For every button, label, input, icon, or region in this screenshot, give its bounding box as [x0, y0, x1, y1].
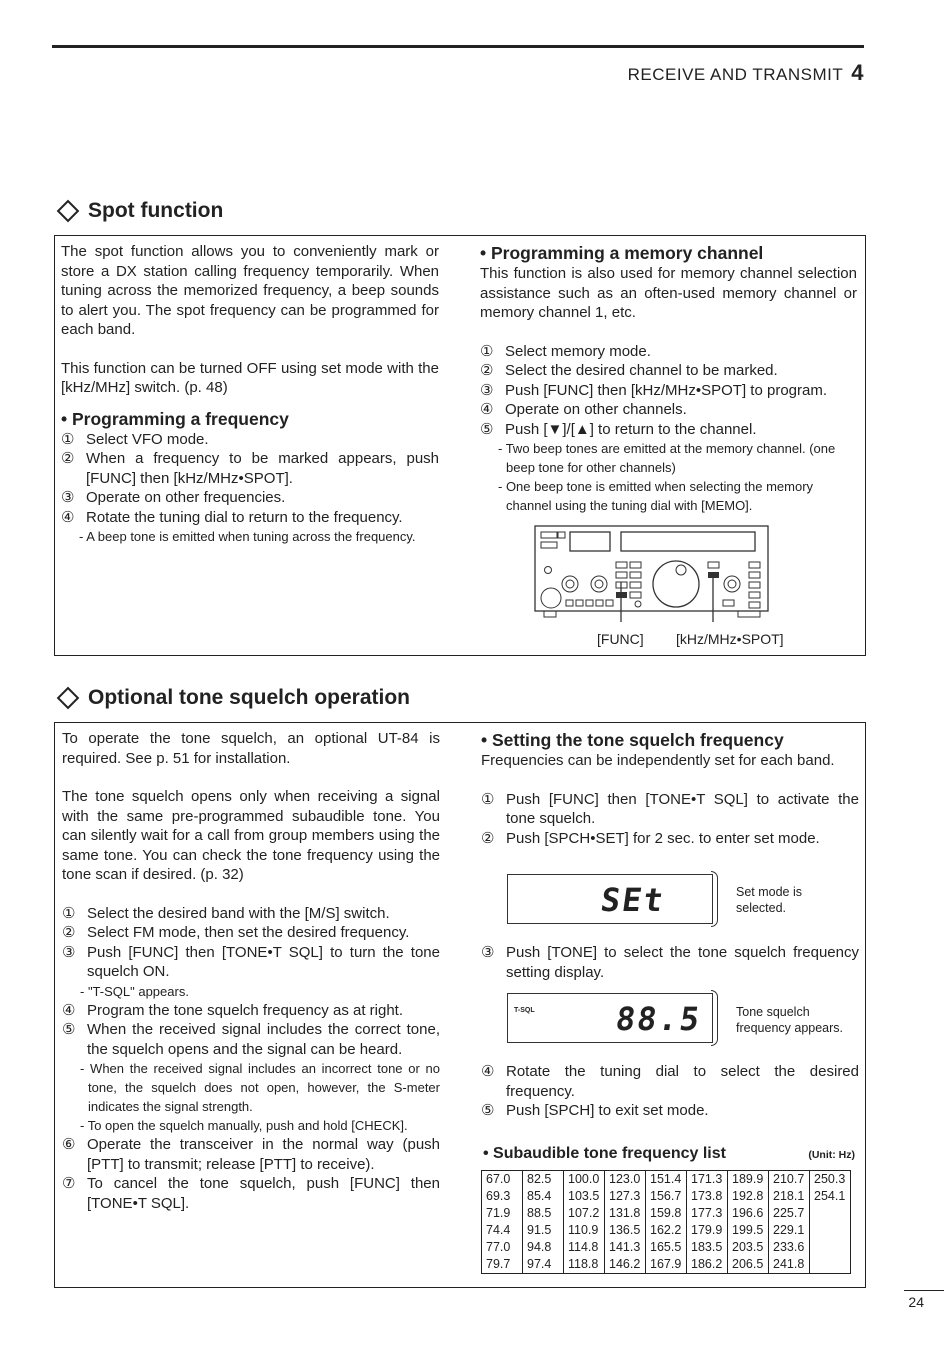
tone-section-title: Optional tone squelch operation — [56, 686, 410, 710]
tone-cell: 162.2 — [646, 1222, 687, 1239]
table-row — [482, 1256, 851, 1274]
tone-cell: 82.5 — [523, 1171, 564, 1189]
step-item: ④ Rotate the tuning dial to select the desired frequency. — [481, 1063, 859, 1100]
frequency-steps — [61, 430, 439, 528]
tone-cell: 218.1 — [769, 1188, 810, 1205]
tone-cell: 210.7 — [769, 1171, 810, 1189]
tone-cell: 233.6 — [769, 1239, 810, 1256]
programming-memory-heading: • Programming a memory channel — [480, 243, 764, 263]
tone-cell: 103.5 — [564, 1188, 605, 1205]
step-item: ① Push [FUNC] then [TONE•T SQL] to activate the tone squelch. — [481, 790, 859, 827]
step-item: ④ Program the tone squelch frequency as at right. — [62, 1001, 404, 1019]
step-item: ② Push [SPCH•SET] for 2 sec. to enter set mode. — [481, 829, 820, 847]
tone-cell: 123.0 — [605, 1171, 646, 1189]
step-item: ② Select FM mode, then set the desired frequency. — [62, 924, 410, 941]
table-row — [482, 1239, 851, 1256]
setting-steps-b-wrap — [481, 1062, 859, 1121]
programming-frequency-heading: • Programming a frequency — [61, 408, 289, 429]
chapter-title: RECEIVE AND TRANSMIT — [627, 65, 844, 84]
tone-cell: 196.6 — [728, 1205, 769, 1222]
table-row — [482, 1188, 851, 1205]
tone-cell: 225.7 — [769, 1205, 810, 1222]
tone-cell — [810, 1205, 851, 1222]
tone-list-heading: • Subaudible tone frequency list — [483, 1145, 726, 1162]
tone-cell: 167.9 — [646, 1256, 687, 1274]
tone-cell: 74.4 — [482, 1222, 523, 1239]
step-item: ④ Operate on other channels. — [480, 401, 687, 418]
tone-cell: 156.7 — [646, 1188, 687, 1205]
tone-cell: 85.4 — [523, 1188, 564, 1205]
spot-intro: The spot function allows you to conveniently mark or store a DX station calling frequency temporarily. When tuning across the memorized frequency, a beep sounds to alert you. The spot frequency can be programmed for each band. — [61, 243, 439, 338]
lcd-set-text: SEt — [598, 881, 668, 919]
tone-cell: 79.7 — [482, 1256, 523, 1274]
step-item: ③ Push [FUNC] then [TONE•T SQL] to turn the tone squelch ON. — [62, 943, 440, 980]
tone-frequency-table — [481, 1170, 851, 1274]
tone-cell: 173.8 — [687, 1188, 728, 1205]
step-item: ① Select memory mode. — [480, 342, 651, 360]
tone-cell: 171.3 — [687, 1171, 728, 1189]
tone-cell: 146.2 — [605, 1256, 646, 1274]
tone-cell: 241.8 — [769, 1256, 810, 1274]
table-row — [482, 1205, 851, 1222]
step-item: ④ Rotate the tuning dial to return to the frequency. — [61, 508, 403, 526]
front-panel-illustration — [530, 522, 775, 624]
manual-open-note: - To open the squelch manually, push and hold [CHECK]. — [80, 1118, 408, 1133]
setting-intro: Frequencies can be independently set for each band. — [481, 752, 835, 769]
tone-cell: 118.8 — [564, 1256, 605, 1274]
tone-left-column — [62, 729, 440, 1213]
tone-cell — [810, 1239, 851, 1256]
tone-cell: 206.5 — [728, 1256, 769, 1274]
step-item: ③ Push [FUNC] then [kHz/MHz•SPOT] to program. — [480, 381, 828, 399]
tone-cell: 192.8 — [728, 1188, 769, 1205]
setting-tone-heading: • Setting the tone squelch frequency — [481, 730, 784, 750]
lcd-frequency-caption: Tone squelch frequency appears. — [736, 1005, 844, 1035]
tone-cell: 91.5 — [523, 1222, 564, 1239]
tone-cell: 159.8 — [646, 1205, 687, 1222]
tsql-indicator: T-SQL — [514, 1007, 535, 1014]
tone-cell: 107.2 — [564, 1205, 605, 1222]
tone-steps-b — [62, 1001, 440, 1060]
tone-cell: 165.5 — [646, 1239, 687, 1256]
spot-right-column — [480, 242, 857, 515]
page-number: 24 — [908, 1294, 924, 1310]
table-row — [482, 1222, 851, 1239]
tone-cell: 189.9 — [728, 1171, 769, 1189]
step-item: ② Select the desired channel to be marked. — [480, 362, 778, 379]
incorrect-tone-note: - When the received signal includes an incorrect tone or no tone, the squelch does not open, however, the S-meter indicates the signal strength. — [80, 1061, 440, 1114]
tone-cell: 77.0 — [482, 1239, 523, 1256]
tone-cell: 250.3 — [810, 1171, 851, 1189]
tone-cell: 100.0 — [564, 1171, 605, 1189]
tone-cell: 131.8 — [605, 1205, 646, 1222]
step-item: ⑤ Push [▼]/[▲] to return to the channel. — [480, 420, 757, 438]
tone-cell: 186.2 — [687, 1256, 728, 1274]
tone-cell: 179.9 — [687, 1222, 728, 1239]
tone-cell: 151.4 — [646, 1171, 687, 1189]
tone-cell: 183.5 — [687, 1239, 728, 1256]
step-item: ② When a frequency to be marked appears, push [FUNC] then [kHz/MHz•SPOT]. — [61, 450, 439, 487]
tone-cell: 114.8 — [564, 1239, 605, 1256]
tone-cell: 177.3 — [687, 1205, 728, 1222]
tone-list-header — [483, 1144, 855, 1166]
tone-intro-1: To operate the tone squelch, an optional UT-84 is required. See p. 51 for installation. — [62, 730, 440, 767]
top-rule — [52, 45, 864, 48]
tone-cell — [810, 1256, 851, 1274]
tone-steps-c — [62, 1135, 440, 1213]
memory-note-1: - Two beep tones are emitted at the memory channel. (one beep tone for other channels) — [498, 441, 836, 475]
tone-steps-a — [62, 904, 440, 982]
tone-cell: 71.9 — [482, 1205, 523, 1222]
tone-cell: 67.0 — [482, 1171, 523, 1189]
step-item: ① Select the desired band with the [M/S] switch. — [62, 904, 390, 922]
tone-cell: 229.1 — [769, 1222, 810, 1239]
lcd-tone-frequency — [507, 993, 713, 1043]
tone-cell — [810, 1222, 851, 1239]
tone-cell: 203.5 — [728, 1239, 769, 1256]
spot-section-title: Spot function — [56, 199, 223, 223]
diamond-icon — [57, 200, 80, 223]
spot-left-column — [61, 242, 439, 546]
tone-cell: 88.5 — [523, 1205, 564, 1222]
tone-list-unit: (Unit: Hz) — [808, 1149, 855, 1161]
tone-cell: 136.5 — [605, 1222, 646, 1239]
step-item: ⑥ Operate the transceiver in the normal way (push [PTT] to transmit; release [PTT] to receive). — [62, 1136, 440, 1173]
tsql-note: - "T-SQL" appears. — [80, 983, 189, 999]
tone-cell: 69.3 — [482, 1188, 523, 1205]
memory-steps — [480, 342, 857, 440]
setting-steps-a — [481, 790, 859, 849]
lcd-set-caption: Set mode is selected. — [736, 885, 803, 915]
tone-cell: 97.4 — [523, 1256, 564, 1274]
tone-right-column — [481, 729, 859, 848]
memory-intro: This function is also used for memory channel selection assistance such as an often-used memory channel or memory channel 1, etc. — [480, 265, 857, 321]
tone-cell: 94.8 — [523, 1239, 564, 1256]
table-row — [482, 1171, 851, 1189]
step-item: ① Select VFO mode. — [61, 430, 209, 448]
tone-cell: 127.3 — [605, 1188, 646, 1205]
step-item: ⑤ Push [SPCH] to exit set mode. — [481, 1102, 709, 1119]
tone-cell: 199.5 — [728, 1222, 769, 1239]
step-item: ⑦ To cancel the tone squelch, push [FUNC] then [TONE•T SQL]. — [62, 1175, 440, 1212]
memory-note-2: - One beep tone is emitted when selecting the memory channel using the tuning dial with [MEMO]. — [498, 479, 814, 513]
page-rule — [904, 1290, 944, 1291]
chapter-header — [628, 60, 864, 86]
frequency-note: - A beep tone is emitted when tuning across the frequency. — [79, 529, 416, 544]
spot-key-label: [kHz/MHz•SPOT] — [676, 631, 784, 647]
lcd-set-mode — [507, 874, 713, 924]
chapter-number: 4 — [851, 60, 864, 85]
lcd-frequency-text: 88.5 — [613, 1000, 704, 1038]
step-item: ⑤ When the received signal includes the correct tone, the squelch opens and the signal can be heard. — [62, 1021, 440, 1058]
step-item: ③ Operate on other frequencies. — [61, 489, 286, 506]
setting-steps-b — [481, 1062, 859, 1121]
func-key-label: [FUNC] — [597, 631, 644, 647]
spot-off-note: This function can be turned OFF using set mode with the [kHz/MHz] switch. (p. 48) — [61, 359, 439, 396]
tone-cell: 141.3 — [605, 1239, 646, 1256]
tone-cell: 254.1 — [810, 1188, 851, 1205]
setting-step-3: ③ Push [TONE] to select the tone squelch frequency setting display. — [481, 944, 859, 981]
diamond-icon — [57, 687, 80, 710]
tone-intro-2: The tone squelch opens only when receiving a signal with the same pre-programmed subaudible tone. You can silently wait for a call from group members using the same tone. You can check the tone frequency using the tone scan if desired. (p. 32) — [62, 788, 440, 883]
tone-cell: 110.9 — [564, 1222, 605, 1239]
